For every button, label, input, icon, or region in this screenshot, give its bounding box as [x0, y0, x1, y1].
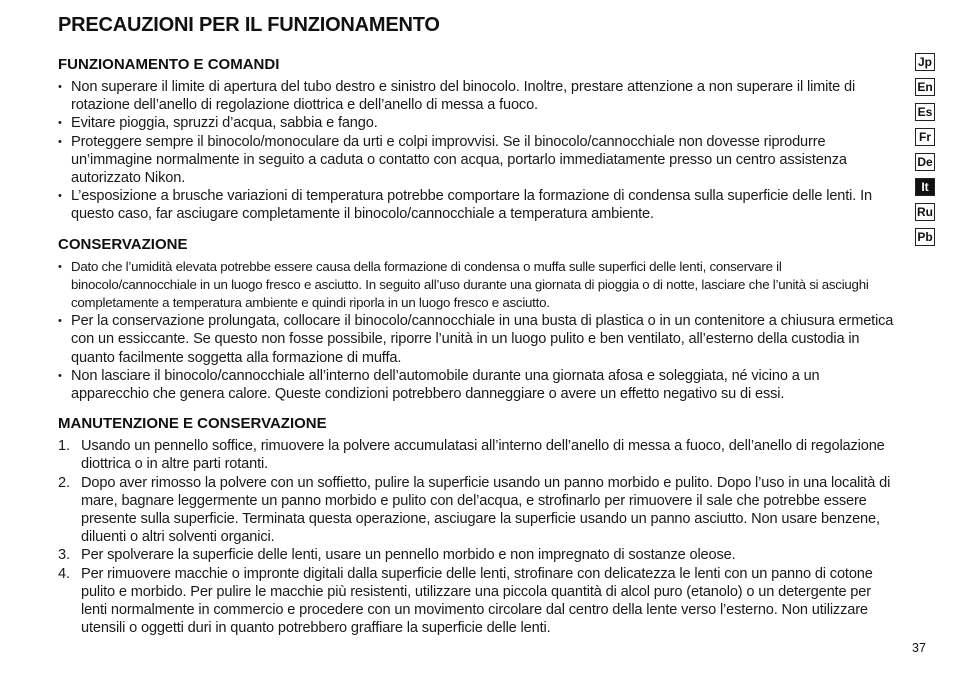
page-number: 37 [912, 641, 926, 655]
page-content [58, 56, 896, 649]
item-text: Per rimuovere macchie o impronte digitali dalla superficie delle lenti, strofinare con delicatezza le lenti con un panno di cotone pulito e morbido. Per pulire le macchie più resistenti, utilizzare una piccola quantità di alcol puro (etanolo) o un detergente per lenti normalmente in commercio e procedere con un movimento circolare dal centro della lente verso l’esterno. Non utilizzare utensili o oggetti duri in quanto potrebbero graffiare la superficie delle lenti. [81, 565, 873, 637]
numbered-list [58, 437, 896, 637]
language-tab-jp[interactable]: Jp [915, 53, 935, 71]
section-storage [58, 236, 896, 404]
language-tab-it[interactable]: It [915, 178, 935, 196]
item-number: 4. [58, 565, 70, 582]
list-item: • L’esposizione a brusche variazioni di temperatura potrebbe comportare la formazione di condensa sulla superficie delle lenti. In questo caso, far asciugare completamente il binocolo/cannocchiale a temperatura ambiente. [58, 187, 896, 223]
section-maintenance [58, 415, 896, 637]
language-tab-es[interactable]: Es [915, 103, 935, 121]
section-operation [58, 56, 896, 224]
item-text: Dopo aver rimosso la polvere con un soffietto, pulire la superficie usando un panno morbido e pulito. Dopo l’uso in una località di mare, bagnare leggermente un panno morbido e pulito con del’acqua, e strofinarlo per rimuovere il sale che potrebbe essere presente sulla superficie. Terminata questa operazione, asciugare la superficie usando un panno asciutto. Non usare benzene, diluenti o altri solventi organici. [81, 474, 891, 546]
list-item [58, 546, 896, 564]
language-tab-pb[interactable]: Pb [915, 228, 935, 246]
list-item: • Proteggere sempre il binocolo/monoculare da urti e colpi improvvisi. Se il binocolo/cannocchiale non dovesse riprodurre un’immagine normalmente in seguito a caduta o contatto con acqua, portarlo immediatamente presso un centro assistenza autorizzato Nikon. [58, 133, 896, 188]
section-heading: FUNZIONAMENTO E COMANDI [58, 56, 280, 73]
section-heading: CONSERVAZIONE [58, 235, 188, 253]
list-item [58, 565, 896, 638]
list-item: • Non superare il limite di apertura del tubo destro e sinistro del binocolo. Inoltre, prestare attenzione a non superare il limite di rotazione dell’anello di regolazione diottrica e dell’anello di messa a fuoco. [58, 78, 896, 114]
list-item: • Dato che l’umidità elevata potrebbe essere causa della formazione di condensa o muffa sulle superfici delle lenti, conservare il binocolo/cannocchiale in un luogo fresco e asciutto. In seguito all’uso durante una giornata di pioggia o di notte, lasciare che l’unità si asciughi completamente a temperatura ambiente e quindi riporla in un luogo fresco e asciutto. [58, 258, 896, 313]
list-item [58, 437, 896, 473]
page-title: PRECAUZIONI PER IL FUNZIONAMENTO [58, 14, 440, 36]
item-number: 3. [58, 547, 70, 564]
list-item: • Evitare pioggia, spruzzi d’acqua, sabbia e fango. [58, 114, 896, 132]
list-item: • Non lasciare il binocolo/cannocchiale all’interno dell’automobile durante una giornata afosa e soleggiata, né vicino a un apparecchio che genera calore. Queste condizioni potrebbero danneggiare o avere un effetto negativo su di essi. [58, 367, 896, 403]
bullet-list [58, 258, 896, 404]
language-tab-de[interactable]: De [915, 153, 935, 171]
list-item: • Per la conservazione prolungata, collocare il binocolo/cannocchiale in una busta di plastica o in un contenitore a chiusura ermetica con un essiccante. Se questo non fosse possibile, riporre l’unità in un luogo pulito e ben ventilato, all’esterno della custodia in quanto facilmente soggetta alla formazione di muffa. [58, 312, 896, 367]
list-item [58, 474, 896, 547]
item-text: Per spolverare la superficie delle lenti, usare un pennello morbido e non impregnato di sostanze oleose. [81, 547, 736, 564]
language-tab-fr[interactable]: Fr [915, 128, 935, 146]
bullet-list [58, 78, 896, 224]
language-tab-en[interactable]: En [915, 78, 935, 96]
language-tabs [915, 53, 935, 253]
item-number: 1. [58, 438, 70, 455]
item-text: Usando un pennello soffice, rimuovere la polvere accumulatasi all’interno dell’anello di messa a fuoco, dell’anello di regolazione diottrica o in altre parti rotanti. [81, 438, 885, 473]
item-number: 2. [58, 474, 70, 491]
section-heading: MANUTENZIONE E CONSERVAZIONE [58, 415, 327, 433]
language-tab-ru[interactable]: Ru [917, 205, 933, 219]
